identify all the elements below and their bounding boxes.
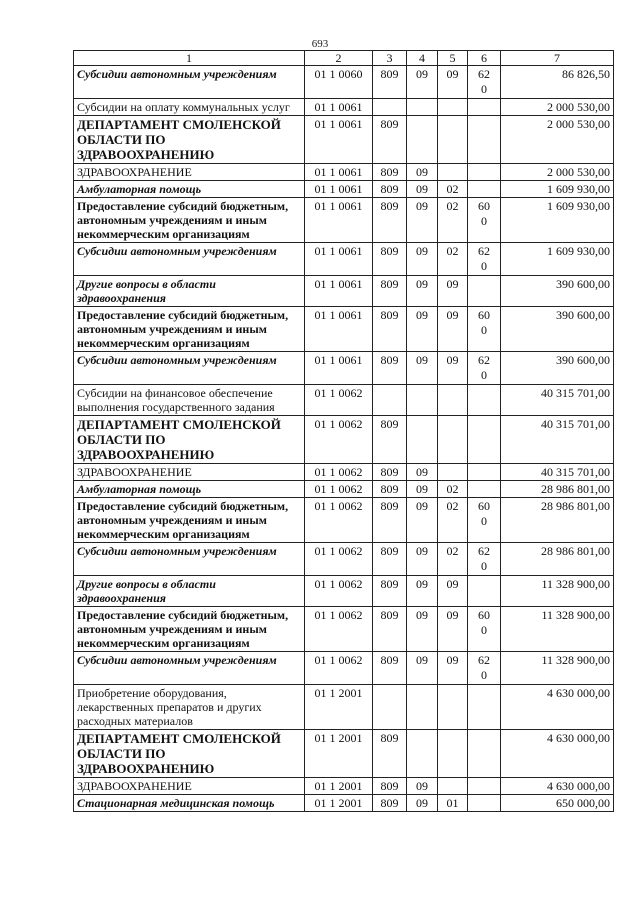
table-row xyxy=(74,543,614,576)
table-row xyxy=(74,99,614,116)
row-rz-cell: 09 xyxy=(407,778,438,795)
row-rz-cell: 09 xyxy=(407,652,438,685)
row-ved-cell: 809 xyxy=(373,416,407,464)
header-col-4: 4 xyxy=(407,51,438,66)
row-vr-cell: 62 0 xyxy=(468,66,501,99)
row-pr-cell: 09 xyxy=(438,576,468,607)
table-row xyxy=(74,795,614,812)
row-ved-cell: 809 xyxy=(373,352,407,385)
row-vr-cell xyxy=(468,416,501,464)
row-ved-cell: 809 xyxy=(373,607,407,652)
row-rz-cell: 09 xyxy=(407,576,438,607)
row-ved-cell: 809 xyxy=(373,652,407,685)
row-pr-cell xyxy=(438,416,468,464)
row-sum-cell: 11 328 900,00 xyxy=(501,576,614,607)
row-ved-cell: 809 xyxy=(373,116,407,164)
row-sum-cell: 28 986 801,00 xyxy=(501,498,614,543)
table-row xyxy=(74,243,614,276)
row-name-cell: Предоставление субсидий бюджетным, автономным учреждениям и иным некоммерческим организациям xyxy=(74,307,305,352)
row-name-cell: Субсидии автономным учреждениям xyxy=(74,66,305,99)
row-ved-cell: 809 xyxy=(373,481,407,498)
table-row xyxy=(74,652,614,685)
row-code-cell: 01 1 0062 xyxy=(305,464,373,481)
row-pr-cell: 02 xyxy=(438,481,468,498)
row-ved-cell: 809 xyxy=(373,307,407,352)
row-pr-cell xyxy=(438,99,468,116)
row-sum-cell: 40 315 701,00 xyxy=(501,416,614,464)
table-row xyxy=(74,385,614,416)
row-rz-cell: 09 xyxy=(407,498,438,543)
row-name-cell: Другие вопросы в области здравоохранения xyxy=(74,276,305,307)
row-code-cell: 01 1 0062 xyxy=(305,576,373,607)
row-name-cell: ЗДРАВООХРАНЕНИЕ xyxy=(74,464,305,481)
row-vr-cell: 60 0 xyxy=(468,307,501,352)
row-code-cell: 01 1 0062 xyxy=(305,607,373,652)
budget-table xyxy=(73,50,614,812)
row-sum-cell: 2 000 530,00 xyxy=(501,99,614,116)
row-ved-cell: 809 xyxy=(373,498,407,543)
row-code-cell: 01 1 0061 xyxy=(305,243,373,276)
row-sum-cell: 390 600,00 xyxy=(501,352,614,385)
row-vr-cell xyxy=(468,276,501,307)
row-code-cell: 01 1 0062 xyxy=(305,481,373,498)
row-pr-cell xyxy=(438,778,468,795)
row-name-cell: Субсидии автономным учреждениям xyxy=(74,243,305,276)
row-pr-cell: 02 xyxy=(438,543,468,576)
header-col-7: 7 xyxy=(501,51,614,66)
row-rz-cell: 09 xyxy=(407,481,438,498)
row-pr-cell xyxy=(438,464,468,481)
row-name-cell: Амбулаторная помощь xyxy=(74,181,305,198)
row-name-cell: Субсидии автономным учреждениям xyxy=(74,652,305,685)
row-pr-cell: 09 xyxy=(438,352,468,385)
row-vr-cell xyxy=(468,730,501,778)
row-sum-cell: 650 000,00 xyxy=(501,795,614,812)
row-vr-cell xyxy=(468,99,501,116)
header-col-1: 1 xyxy=(74,51,305,66)
header-col-6: 6 xyxy=(468,51,501,66)
row-sum-cell: 1 609 930,00 xyxy=(501,181,614,198)
row-code-cell: 01 1 0062 xyxy=(305,652,373,685)
row-name-cell: ДЕПАРТАМЕНТ СМОЛЕНСКОЙ ОБЛАСТИ ПО ЗДРАВООХРАНЕНИЮ xyxy=(74,116,305,164)
table-row xyxy=(74,116,614,164)
row-sum-cell: 11 328 900,00 xyxy=(501,652,614,685)
row-rz-cell: 09 xyxy=(407,543,438,576)
table-row xyxy=(74,730,614,778)
row-name-cell: Амбулаторная помощь xyxy=(74,481,305,498)
row-rz-cell xyxy=(407,385,438,416)
row-vr-cell xyxy=(468,685,501,730)
row-code-cell: 01 1 2001 xyxy=(305,778,373,795)
table-row xyxy=(74,607,614,652)
row-rz-cell: 09 xyxy=(407,164,438,181)
row-ved-cell xyxy=(373,685,407,730)
row-pr-cell: 09 xyxy=(438,607,468,652)
row-code-cell: 01 1 0061 xyxy=(305,116,373,164)
table-row xyxy=(74,778,614,795)
row-vr-cell xyxy=(468,385,501,416)
row-ved-cell: 809 xyxy=(373,543,407,576)
row-name-cell: Приобретение оборудования, лекарственных препаратов и других расходных материалов xyxy=(74,685,305,730)
row-sum-cell: 40 315 701,00 xyxy=(501,385,614,416)
row-name-cell: Субсидии автономным учреждениям xyxy=(74,543,305,576)
row-vr-cell: 60 0 xyxy=(468,198,501,243)
row-sum-cell: 4 630 000,00 xyxy=(501,730,614,778)
row-pr-cell: 02 xyxy=(438,181,468,198)
table-row xyxy=(74,576,614,607)
row-sum-cell: 1 609 930,00 xyxy=(501,198,614,243)
row-sum-cell: 4 630 000,00 xyxy=(501,685,614,730)
row-pr-cell xyxy=(438,385,468,416)
row-code-cell: 01 1 0061 xyxy=(305,307,373,352)
row-code-cell: 01 1 0061 xyxy=(305,352,373,385)
row-sum-cell: 11 328 900,00 xyxy=(501,607,614,652)
row-ved-cell: 809 xyxy=(373,164,407,181)
row-name-cell: Субсидии автономным учреждениям xyxy=(74,352,305,385)
row-sum-cell: 40 315 701,00 xyxy=(501,464,614,481)
table-row xyxy=(74,276,614,307)
row-ved-cell: 809 xyxy=(373,730,407,778)
page-number: 693 xyxy=(311,38,329,50)
row-rz-cell: 09 xyxy=(407,276,438,307)
row-code-cell: 01 1 0061 xyxy=(305,276,373,307)
row-sum-cell: 4 630 000,00 xyxy=(501,778,614,795)
row-code-cell: 01 1 0062 xyxy=(305,385,373,416)
row-name-cell: Другие вопросы в области здравоохранения xyxy=(74,576,305,607)
row-pr-cell: 09 xyxy=(438,66,468,99)
row-name-cell: ЗДРАВООХРАНЕНИЕ xyxy=(74,778,305,795)
row-code-cell: 01 1 0061 xyxy=(305,99,373,116)
row-vr-cell xyxy=(468,778,501,795)
header-col-3: 3 xyxy=(373,51,407,66)
row-rz-cell: 09 xyxy=(407,243,438,276)
table-row xyxy=(74,481,614,498)
row-ved-cell: 809 xyxy=(373,778,407,795)
row-name-cell: Предоставление субсидий бюджетным, автономным учреждениям и иным некоммерческим организациям xyxy=(74,198,305,243)
row-rz-cell xyxy=(407,730,438,778)
row-pr-cell: 01 xyxy=(438,795,468,812)
row-rz-cell xyxy=(407,685,438,730)
row-sum-cell: 86 826,50 xyxy=(501,66,614,99)
row-name-cell: ДЕПАРТАМЕНТ СМОЛЕНСКОЙ ОБЛАСТИ ПО ЗДРАВООХРАНЕНИЮ xyxy=(74,416,305,464)
row-rz-cell: 09 xyxy=(407,66,438,99)
table-row xyxy=(74,66,614,99)
row-name-cell: Предоставление субсидий бюджетным, автономным учреждениям и иным некоммерческим организациям xyxy=(74,498,305,543)
row-pr-cell xyxy=(438,685,468,730)
table-row xyxy=(74,198,614,243)
row-pr-cell: 09 xyxy=(438,307,468,352)
table-row xyxy=(74,307,614,352)
row-rz-cell: 09 xyxy=(407,607,438,652)
row-sum-cell: 1 609 930,00 xyxy=(501,243,614,276)
row-ved-cell xyxy=(373,99,407,116)
row-rz-cell: 09 xyxy=(407,464,438,481)
row-rz-cell: 09 xyxy=(407,352,438,385)
row-ved-cell xyxy=(373,385,407,416)
row-ved-cell: 809 xyxy=(373,66,407,99)
row-rz-cell xyxy=(407,416,438,464)
row-sum-cell: 2 000 530,00 xyxy=(501,164,614,181)
row-pr-cell: 09 xyxy=(438,652,468,685)
row-vr-cell: 62 0 xyxy=(468,652,501,685)
row-ved-cell: 809 xyxy=(373,181,407,198)
row-pr-cell: 02 xyxy=(438,498,468,543)
table-body xyxy=(74,66,614,812)
row-pr-cell xyxy=(438,164,468,181)
row-ved-cell: 809 xyxy=(373,795,407,812)
row-sum-cell: 28 986 801,00 xyxy=(501,543,614,576)
row-vr-cell: 62 0 xyxy=(468,352,501,385)
row-sum-cell: 390 600,00 xyxy=(501,307,614,352)
row-code-cell: 01 1 2001 xyxy=(305,795,373,812)
table-header-row xyxy=(74,51,614,66)
row-rz-cell: 09 xyxy=(407,307,438,352)
header-col-2: 2 xyxy=(305,51,373,66)
row-code-cell: 01 1 0061 xyxy=(305,198,373,243)
row-code-cell: 01 1 0062 xyxy=(305,543,373,576)
row-sum-cell: 390 600,00 xyxy=(501,276,614,307)
table-row xyxy=(74,352,614,385)
row-pr-cell: 02 xyxy=(438,198,468,243)
row-vr-cell xyxy=(468,464,501,481)
header-col-5: 5 xyxy=(438,51,468,66)
row-ved-cell: 809 xyxy=(373,276,407,307)
row-name-cell: Предоставление субсидий бюджетным, автономным учреждениям и иным некоммерческим организациям xyxy=(74,607,305,652)
row-vr-cell xyxy=(468,576,501,607)
table-row xyxy=(74,685,614,730)
row-rz-cell: 09 xyxy=(407,181,438,198)
row-pr-cell: 02 xyxy=(438,243,468,276)
row-pr-cell xyxy=(438,116,468,164)
row-vr-cell: 60 0 xyxy=(468,498,501,543)
row-name-cell: Субсидии на оплату коммунальных услуг xyxy=(74,99,305,116)
row-sum-cell: 28 986 801,00 xyxy=(501,481,614,498)
table-row xyxy=(74,498,614,543)
row-vr-cell: 60 0 xyxy=(468,607,501,652)
row-name-cell: Субсидии на финансовое обеспечение выполнения государственного задания xyxy=(74,385,305,416)
row-code-cell: 01 1 0061 xyxy=(305,181,373,198)
row-vr-cell xyxy=(468,481,501,498)
row-code-cell: 01 1 0062 xyxy=(305,498,373,543)
row-rz-cell xyxy=(407,116,438,164)
row-sum-cell: 2 000 530,00 xyxy=(501,116,614,164)
row-vr-cell xyxy=(468,116,501,164)
row-code-cell: 01 1 0062 xyxy=(305,416,373,464)
row-rz-cell: 09 xyxy=(407,795,438,812)
row-vr-cell: 62 0 xyxy=(468,243,501,276)
table-row xyxy=(74,164,614,181)
row-ved-cell: 809 xyxy=(373,243,407,276)
row-vr-cell xyxy=(468,795,501,812)
row-rz-cell: 09 xyxy=(407,198,438,243)
row-vr-cell: 62 0 xyxy=(468,543,501,576)
row-name-cell: ЗДРАВООХРАНЕНИЕ xyxy=(74,164,305,181)
row-code-cell: 01 1 0061 xyxy=(305,164,373,181)
row-code-cell: 01 1 0060 xyxy=(305,66,373,99)
row-ved-cell: 809 xyxy=(373,198,407,243)
row-code-cell: 01 1 2001 xyxy=(305,685,373,730)
table-row xyxy=(74,181,614,198)
row-name-cell: ДЕПАРТАМЕНТ СМОЛЕНСКОЙ ОБЛАСТИ ПО ЗДРАВООХРАНЕНИЮ xyxy=(74,730,305,778)
row-name-cell: Стационарная медицинская помощь xyxy=(74,795,305,812)
row-vr-cell xyxy=(468,181,501,198)
table-row xyxy=(74,464,614,481)
table-row xyxy=(74,416,614,464)
row-code-cell: 01 1 2001 xyxy=(305,730,373,778)
row-pr-cell xyxy=(438,730,468,778)
row-pr-cell: 09 xyxy=(438,276,468,307)
row-vr-cell xyxy=(468,164,501,181)
row-rz-cell xyxy=(407,99,438,116)
row-ved-cell: 809 xyxy=(373,464,407,481)
row-ved-cell: 809 xyxy=(373,576,407,607)
